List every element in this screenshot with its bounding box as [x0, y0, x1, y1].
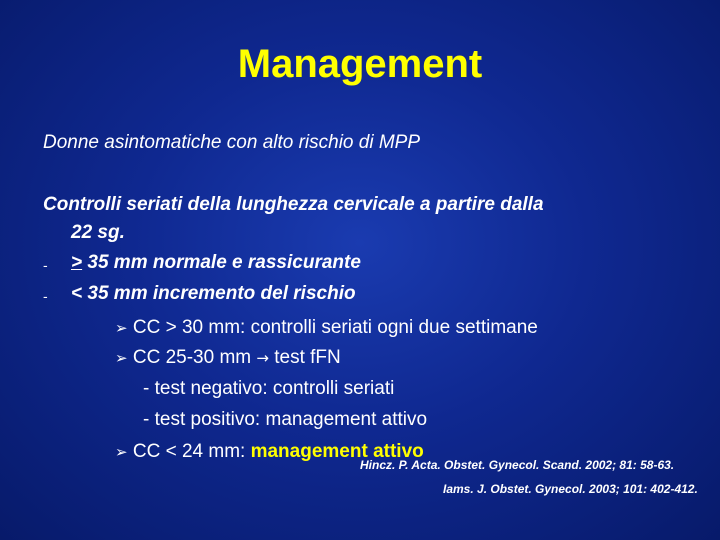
- intro-line-1: Controlli seriati della lunghezza cervicale a partire dalla: [43, 194, 544, 215]
- bullet-risk-range: [71, 282, 356, 306]
- bullet-text: 35 mm incremento del rischio: [82, 283, 356, 304]
- arrowhead-bullet-icon: ➢: [115, 349, 128, 367]
- slide-title: Management: [237, 42, 483, 86]
- sub-item-text-after: test fFN: [268, 347, 341, 368]
- sub-item-cc-25-30: [115, 346, 341, 370]
- bullet-marker: -: [43, 288, 48, 304]
- citation-iams: Iams. J. Obstet. Gynecol. 2003; 101: 402-412.: [443, 482, 698, 496]
- sub-item-text-before: CC 25-30 mm: [132, 347, 257, 368]
- citation-hincz: Hincz. P. Acta. Obstet. Gynecol. Scand. 2002; 81: 58-63.: [360, 458, 675, 472]
- right-arrow-icon: →: [256, 349, 269, 367]
- bullet-marker: -: [43, 257, 48, 273]
- management-attivo-highlight: management attivo: [250, 441, 424, 462]
- sub-item-text-before: CC < 24 mm:: [132, 441, 251, 462]
- sub-item-cc-over-30: [115, 316, 538, 340]
- greater-than-symbol: >: [71, 252, 83, 273]
- arrowhead-bullet-icon: ➢: [115, 319, 128, 337]
- arrowhead-bullet-icon: ➢: [115, 443, 128, 461]
- slide-subtitle: Donne asintomatiche con alto rischio di MPP: [43, 132, 421, 153]
- indent-line-negative: - test negativo: controlli seriati: [143, 378, 395, 399]
- less-than-symbol: <: [71, 283, 83, 304]
- intro-line-2: 22 sg.: [71, 222, 125, 243]
- bullet-normal-range: [71, 251, 361, 275]
- bullet-text: 35 mm normale e rassicurante: [82, 252, 361, 273]
- sub-item-text: CC > 30 mm: controlli seriati ogni due settimane: [132, 317, 538, 338]
- indent-line-positive: - test positivo: management attivo: [143, 409, 428, 430]
